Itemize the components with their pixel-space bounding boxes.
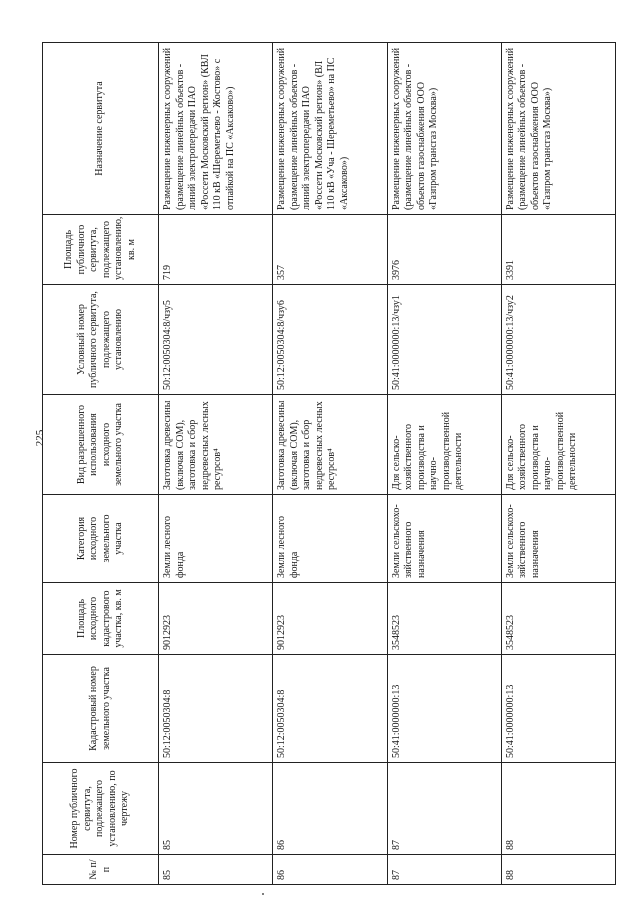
table-cell: Для сельско-хозяйственного производства и научно-производственной деятельности [501,395,615,495]
table-cell: Земли сельскохо-зяйственного назначения [387,495,501,583]
table-cell: 86 [273,855,387,885]
table-cell: 85 [159,855,273,885]
table-cell: Земли сельскохо-зяйственного назначения [501,495,615,583]
header-cell: Площадь публичного сервитута, подлежащего установлению, кв. м [43,215,159,285]
page-number: 225 [34,429,46,447]
header-cell: Площадь исходного кадастрового участка, кв. м [43,583,159,655]
header-cell: Категория исходного земельного участка [43,495,159,583]
header-row [43,43,159,885]
table-cell: 50:41:0000000:13 [501,655,615,763]
table-cell: 3391 [501,215,615,285]
header-cell: Назначение сервитута [43,43,159,215]
header-cell: № п/п [43,855,159,885]
table-cell: 50:41:0000000:13/чзу1 [387,285,501,395]
table-cell: 88 [501,855,615,885]
table-cell: 9012923 [159,583,273,655]
table-cell: Для сельско-хозяйственного производства и научно-производственной деятельности [387,395,501,495]
table-cell: 3548523 [387,583,501,655]
header-cell: Номер публичного сервитута, подлежащего установлению, по чертежу [43,763,159,855]
servitude-table [42,42,616,885]
table-row [387,43,501,885]
header-cell: Вид разрешенного использования исходного земельного участка [43,395,159,495]
table-row [501,43,615,885]
table-cell: 3548523 [501,583,615,655]
table-cell: 719 [159,215,273,285]
table-cell: Размещение инженерных сооружений (размещение линейных объектов - линий электропередачи ПАО «Россети Московский регион» (КВЛ 110 кВ «Шереметьево - Жостово» с отпайкой на ПС «Аксаково») [159,43,273,215]
rotated-table-container [42,43,616,885]
table-cell: Размещение инженерных сооружений (размещение линейных объектов - объектов газоснабжения ООО «Газпром трансгаз Москва») [387,43,501,215]
table-cell: 88 [501,763,615,855]
table-cell: 87 [387,855,501,885]
scan-speck [262,893,264,895]
table-cell: 50:12:0050304:8/чзу5 [159,285,273,395]
table-cell: 50:12:0050304:8 [159,655,273,763]
table-cell: 50:12:0050304:8 [273,655,387,763]
table-cell: Размещение инженерных сооружений (размещение линейных объектов - линий электропередачи ПАО «Россети Московский регион» (ВЛ 110 кВ «Уча - Шереметьево» на ПС «Аксаково») [273,43,387,215]
table-cell: 9012923 [273,583,387,655]
table-cell: 85 [159,763,273,855]
table-cell: 3976 [387,215,501,285]
table-cell: 357 [273,215,387,285]
table-cell: 86 [273,763,387,855]
table-cell: 87 [387,763,501,855]
header-cell: Кадастровый номер земельного участка [43,655,159,763]
table-cell: Заготовка древесины (включая СОМ), заготовка и сбор недревесных лесных ресурсов⁴ [159,395,273,495]
table-cell: Размещение инженерных сооружений (размещение линейных объектов - объектов газоснабжения ООО «Газпром трансгаз Москва») [501,43,615,215]
table-row [273,43,387,885]
header-cell: Условный номер публичного сервитута, подлежащего установлению [43,285,159,395]
table-row [159,43,273,885]
table-cell: 50:41:0000000:13/чзу2 [501,285,615,395]
table-cell: Земли лесного фонда [159,495,273,583]
table-cell: Заготовка древесины (включая СОМ), заготовка и сбор недревесных лесных ресурсов⁴ [273,395,387,495]
table-cell: 50:12:0050304:8/чзу6 [273,285,387,395]
table-cell: 50:41:0000000:13 [387,655,501,763]
table-cell: Земли лесного фонда [273,495,387,583]
